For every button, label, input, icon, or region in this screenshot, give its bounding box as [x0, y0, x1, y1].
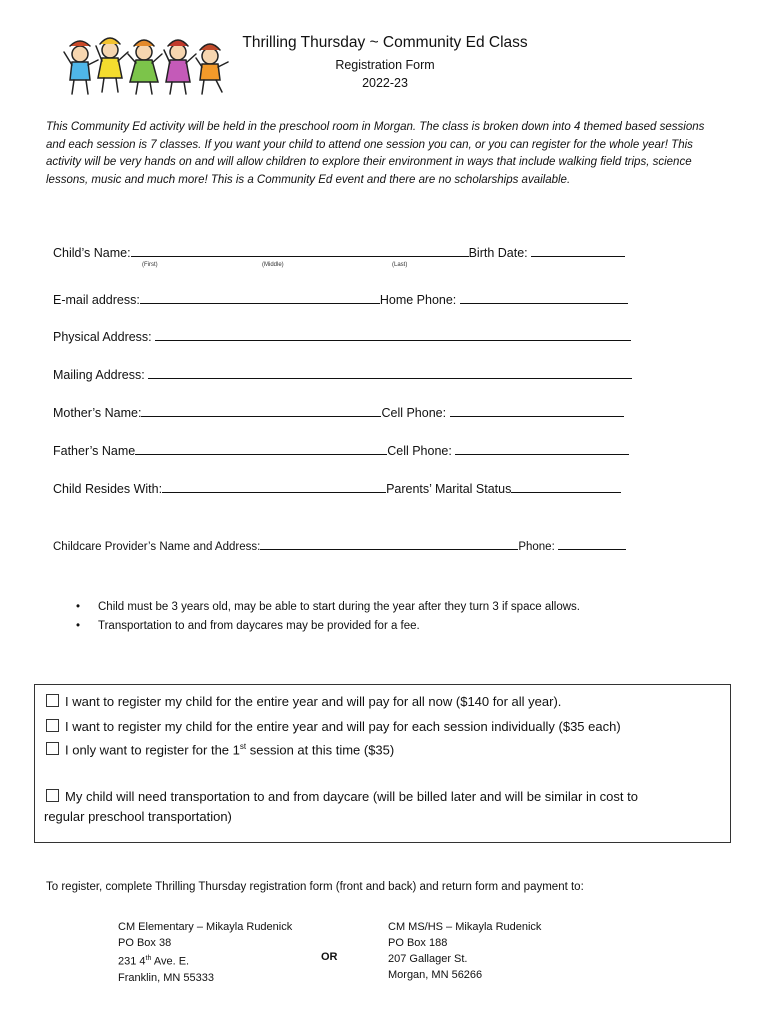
father-cell-field[interactable]	[455, 442, 629, 455]
mother-cell-field[interactable]	[450, 404, 624, 417]
school-year: 2022-23	[362, 76, 408, 90]
childcare-phone-field[interactable]	[558, 537, 626, 550]
father-name-field[interactable]	[135, 442, 387, 455]
father-cell-label: Cell Phone:	[387, 444, 452, 458]
or-label: OR	[321, 951, 338, 963]
email-field[interactable]	[140, 291, 380, 304]
childcare-label: Childcare Provider’s Name and Address:	[53, 541, 261, 553]
first-caption: (First)	[142, 262, 158, 268]
list-item: • Child must be 3 years old, may be able to start during the year after they turn 3 if space allows.	[76, 601, 580, 613]
resides-row	[53, 480, 621, 496]
option-transportation-cont: regular preschool transportation)	[44, 809, 232, 824]
childcare-phone-label: Phone:	[518, 541, 555, 553]
birth-date-field[interactable]	[531, 244, 625, 257]
resides-with-field[interactable]	[162, 480, 386, 493]
mailing-address-row	[53, 366, 632, 382]
last-caption: (Last)	[392, 262, 408, 268]
page-title: Thrilling Thursday ~ Community Ed Class	[242, 34, 528, 51]
email-label: E-mail address:	[53, 293, 140, 307]
childcare-field[interactable]	[260, 537, 518, 550]
option-first-session[interactable]: I only want to register for the 1st session at this time ($35)	[46, 742, 394, 757]
home-phone-field[interactable]	[460, 291, 628, 304]
mother-name-field[interactable]	[141, 404, 381, 417]
checkbox[interactable]	[46, 719, 59, 732]
email-row	[53, 291, 628, 307]
address-elementary: CM Elementary – Mikayla Rudenick PO Box 38 231 4th Ave. E. Franklin, MN 55333	[118, 921, 293, 984]
mother-cell-label: Cell Phone:	[381, 406, 447, 420]
child-name-label: Child’s Name:	[53, 246, 131, 260]
marital-status-field[interactable]	[511, 480, 621, 493]
list-item: • Transportation to and from daycares may be provided for a fee.	[76, 620, 420, 632]
childcare-row	[53, 537, 626, 553]
checkbox[interactable]	[46, 789, 59, 802]
checkbox[interactable]	[46, 742, 59, 755]
option-full-year-prepay[interactable]: I want to register my child for the entire year and will pay for all now ($140 for all year).	[46, 694, 561, 709]
register-instructions: To register, complete Thrilling Thursday registration form (front and back) and return form and payment to:	[46, 881, 584, 893]
physical-address-label: Physical Address:	[53, 330, 152, 344]
father-name-label: Father’s Name	[53, 444, 136, 458]
marital-status-label: Parents’ Marital Status	[386, 482, 512, 496]
page-subtitle: Registration Form	[335, 58, 435, 72]
home-phone-label: Home Phone:	[379, 293, 457, 307]
middle-caption: (Middle)	[262, 262, 284, 268]
mailing-address-field[interactable]	[148, 366, 632, 379]
birth-date-label: Birth Date:	[468, 246, 528, 260]
intro-paragraph: This Community Ed activity will be held in the preschool room in Morgan. The class is broken down into 4 themed based sessions and each session is 7 classes. If you want your child to attend one session you can, or you can register for the whole year! This activity will be very hands on and will allow children to explore their environment in ways that include walking field trips, science lessons, music and much more! This is a Community Ed event and there are no scholarships available.	[46, 121, 705, 186]
option-full-year-per-session[interactable]: I want to register my child for the entire year and will pay for each session individually ($35 each)	[46, 719, 621, 734]
option-transportation[interactable]: My child will need transportation to and from daycare (will be billed later and will be similar in cost to	[46, 789, 638, 804]
resides-with-label: Child Resides With:	[53, 482, 163, 496]
father-row	[53, 442, 629, 458]
address-high-school: CM MS/HS – Mikayla Rudenick PO Box 188 207 Gallager St. Morgan, MN 56266	[388, 921, 542, 981]
mother-name-label: Mother’s Name:	[53, 406, 142, 420]
physical-address-field[interactable]	[155, 328, 631, 341]
mailing-address-label: Mailing Address:	[53, 368, 145, 382]
child-name-field[interactable]	[131, 244, 469, 257]
child-name-row	[53, 244, 625, 260]
mother-row	[53, 404, 624, 420]
physical-address-row	[53, 328, 631, 344]
checkbox[interactable]	[46, 694, 59, 707]
